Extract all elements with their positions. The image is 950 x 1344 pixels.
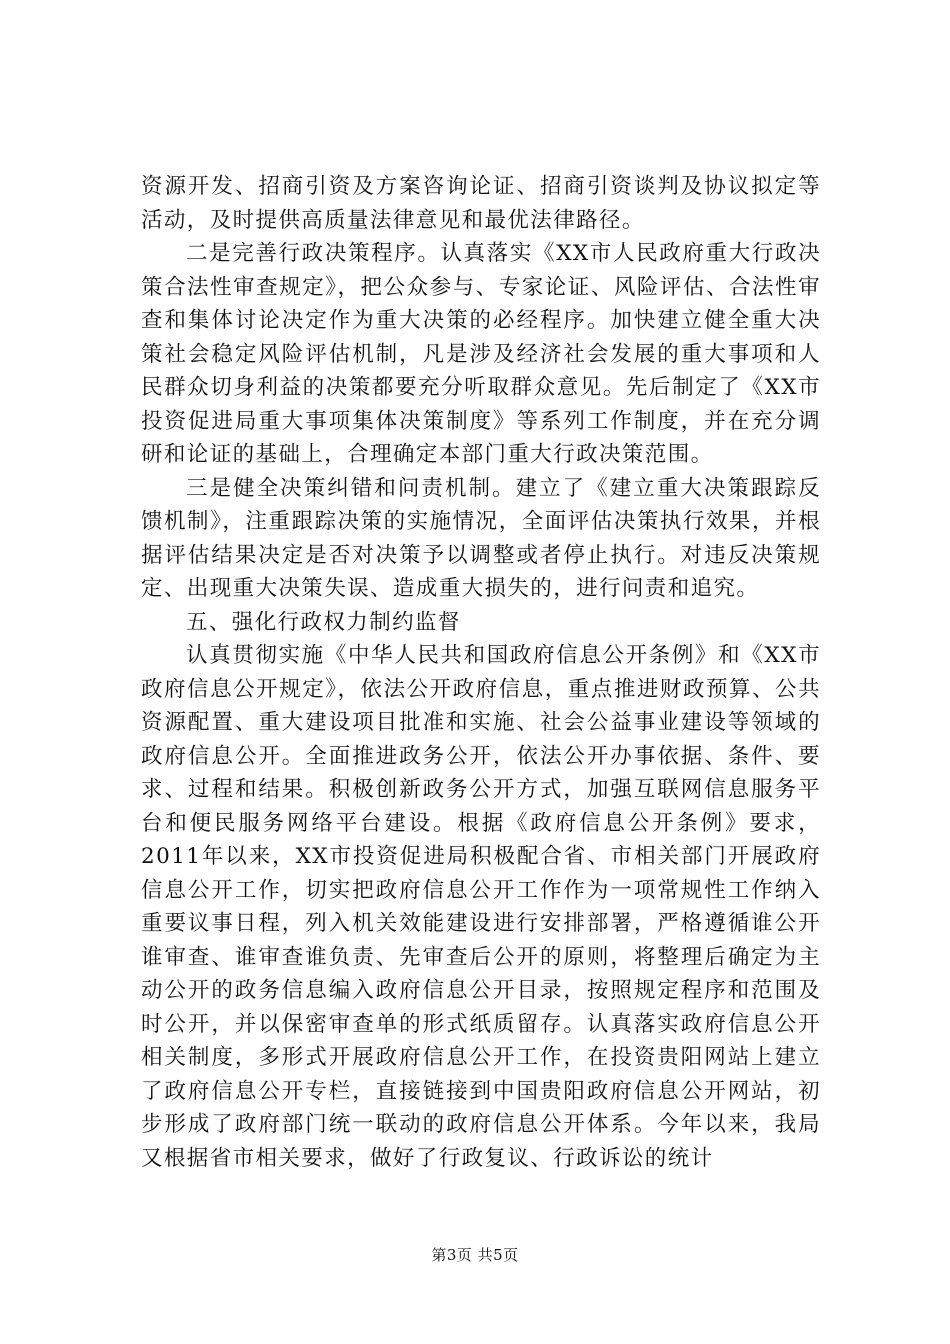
paragraph-continuation: 资源开发、招商引资及方案咨询论证、招商引资谈判及协议拟定等活动，及时提供高质量法律意见和最优法律路径。 [141,174,821,233]
page-footer: 第3页 共5页 [431,1246,519,1264]
paragraph-information-disclosure: 认真贯彻实施《中华人民共和国政府信息公开条例》和《XX市政府信息公开规定》，依法公开政府信息，重点推进财政预算、公共资源配置、重大建设项目批准和实施、社会公益事业建设等领域的政府信息公开。全面推进政务公开，依法公开办事依据、条件、要求、过程和结果。积极创新政务公开方式，加强互联网信息服务平台和便民服务网络平台建设。根据《政府信息公开条例》要求，2011年以来，XX市投资促进局积极配合省、市相关部门开展政府信息公开工作，切实把政府信息公开工作作为一项常规性工作纳入重要议事日程，列入机关效能建设进行安排部署，严格遵循谁公开谁审查、谁审查谁负责、先审查后公开的原则，将整理后确定为主动公开的政务信息编入政府信息公开目录，按照规定程序和范围及时公开，并以保密审查单的形式纸质留存。认真落实政府信息公开相关制度，多形式开展政府信息公开工作，在投资贵阳网站上建立了政府信息公开专栏，直接链接到中国贵阳政府信息公开网站，初步形成了政府部门统一联动的政府信息公开体系。今年以来，我局又根据省市相关要求，做好了行政复议、行政诉讼的统计 [141,643,821,1171]
section-heading: 五、强化行政权力制约监督 [186,609,461,635]
document-body [141,170,821,1175]
paragraph-accountability: 三是健全决策纠错和问责机制。建立了《建立重大决策跟踪反馈机制》，注重跟踪决策的实施情况，全面评估决策执行效果，并根据评估结果决定是否对决策予以调整或者停止执行。对违反决策规定、出现重大决策失误、造成重大损失的，进行问责和追究。 [141,475,821,601]
paragraph-decision-procedure: 二是完善行政决策程序。认真落实《XX市人民政府重大行政决策合法性审查规定》，把公众参与、专家论证、风险评估、合法性审查和集体讨论决定作为重大决策的必经程序。加快建立健全重大决策社会稳定风险评估机制，凡是涉及经济社会发展的重大事项和人民群众切身利益的决策都要充分听取群众意见。先后制定了《XX市投资促进局重大事项集体决策制度》等系列工作制度，并在充分调研和论证的基础上，合理确定本部门重大行政决策范围。 [141,241,821,467]
